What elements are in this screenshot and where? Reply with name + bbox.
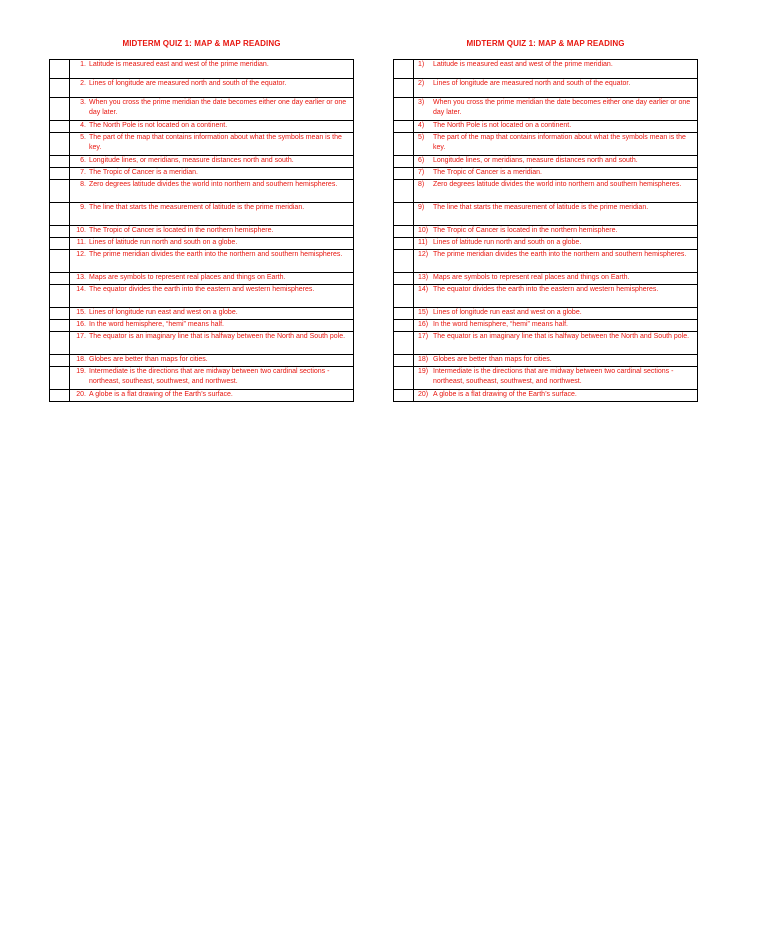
question-text: Lines of longitude run east and west on a globe. bbox=[89, 309, 238, 316]
question-row bbox=[394, 355, 698, 367]
answer-cell[interactable] bbox=[50, 238, 70, 250]
question-cell bbox=[414, 168, 698, 180]
question-number: 7. bbox=[80, 169, 86, 176]
question-row bbox=[50, 250, 354, 273]
question-cell bbox=[70, 226, 354, 238]
question-text: When you cross the prime meridian the date becomes either one day earlier or one day later. bbox=[433, 99, 691, 116]
question-row bbox=[50, 238, 354, 250]
question-row bbox=[394, 168, 698, 180]
question-cell bbox=[414, 320, 698, 332]
question-row bbox=[50, 367, 354, 390]
question-cell bbox=[414, 79, 698, 98]
question-cell bbox=[70, 390, 354, 402]
question-cell bbox=[414, 203, 698, 226]
answer-cell[interactable] bbox=[394, 273, 414, 285]
question-number: 11) bbox=[418, 239, 428, 246]
question-text: The prime meridian divides the earth into the northern and southern hemispheres. bbox=[433, 251, 687, 258]
question-number: 8. bbox=[80, 181, 86, 188]
question-row bbox=[394, 203, 698, 226]
question-cell bbox=[414, 355, 698, 367]
question-number: 7) bbox=[418, 169, 425, 176]
question-number: 3. bbox=[80, 99, 86, 106]
question-row bbox=[50, 98, 354, 121]
question-cell bbox=[414, 156, 698, 168]
answer-cell[interactable] bbox=[50, 332, 70, 355]
question-row bbox=[394, 390, 698, 402]
question-number: 18) bbox=[418, 356, 429, 363]
question-row bbox=[50, 285, 354, 308]
answer-cell[interactable] bbox=[394, 285, 414, 308]
question-text: The equator is an imaginary line that is halfway between the North and South pole. bbox=[89, 333, 346, 340]
question-row bbox=[394, 180, 698, 203]
question-number: 5. bbox=[80, 134, 86, 141]
question-number: 2. bbox=[80, 80, 86, 87]
question-cell bbox=[70, 203, 354, 226]
question-number: 10) bbox=[418, 227, 429, 234]
question-number: 10. bbox=[76, 227, 86, 234]
answer-cell[interactable] bbox=[50, 180, 70, 203]
quiz-right bbox=[393, 38, 698, 402]
question-number: 17. bbox=[76, 333, 86, 340]
answer-cell[interactable] bbox=[50, 308, 70, 320]
question-number: 8) bbox=[418, 181, 425, 188]
question-row bbox=[50, 121, 354, 133]
question-text: Maps are symbols to represent real places and things on Earth. bbox=[89, 274, 286, 281]
question-row bbox=[50, 156, 354, 168]
question-text: In the word hemisphere, “hemi” means half. bbox=[89, 321, 225, 328]
answer-cell[interactable] bbox=[50, 250, 70, 273]
question-text: The Tropic of Cancer is located in the northern hemisphere. bbox=[89, 227, 274, 234]
question-cell bbox=[70, 168, 354, 180]
question-number: 20. bbox=[76, 391, 86, 398]
question-row bbox=[394, 320, 698, 332]
answer-cell[interactable] bbox=[50, 203, 70, 226]
question-text: The North Pole is not located on a continent. bbox=[433, 122, 572, 129]
quiz-title: MIDTERM QUIZ 1: MAP & MAP READING bbox=[122, 39, 281, 48]
question-number: 6) bbox=[418, 157, 425, 164]
question-text: The prime meridian divides the earth into the northern and southern hemispheres. bbox=[89, 251, 343, 258]
question-number: 15. bbox=[76, 309, 86, 316]
question-cell bbox=[70, 98, 354, 121]
answer-cell[interactable] bbox=[50, 355, 70, 367]
question-text: Latitude is measured east and west of the prime meridian. bbox=[433, 61, 613, 68]
question-number: 18. bbox=[76, 356, 86, 363]
answer-cell[interactable] bbox=[50, 79, 70, 98]
answer-cell[interactable] bbox=[394, 355, 414, 367]
question-text: The equator divides the earth into the eastern and western hemispheres. bbox=[89, 286, 315, 293]
question-row bbox=[50, 320, 354, 332]
question-cell bbox=[414, 226, 698, 238]
question-cell bbox=[70, 156, 354, 168]
question-text: The line that starts the measurement of latitude is the prime meridian. bbox=[433, 204, 649, 211]
quiz-table bbox=[393, 59, 698, 402]
answer-cell[interactable] bbox=[50, 168, 70, 180]
question-row bbox=[50, 168, 354, 180]
question-text: Maps are symbols to represent real places and things on Earth. bbox=[433, 274, 630, 281]
question-text: The part of the map that contains information about what the symbols mean is the key. bbox=[433, 134, 686, 151]
question-row bbox=[394, 121, 698, 133]
question-text: Intermediate is the directions that are midway between two cardinal sections - northeast, southeast, southwest, and northwest. bbox=[433, 368, 674, 385]
question-row bbox=[50, 390, 354, 402]
question-row bbox=[50, 332, 354, 355]
answer-cell[interactable] bbox=[394, 180, 414, 203]
question-row bbox=[394, 133, 698, 156]
question-row bbox=[394, 250, 698, 273]
answer-cell[interactable] bbox=[394, 390, 414, 402]
question-number: 19. bbox=[76, 368, 86, 375]
answer-cell[interactable] bbox=[50, 60, 70, 79]
question-row bbox=[394, 273, 698, 285]
answer-cell[interactable] bbox=[394, 60, 414, 79]
question-cell bbox=[70, 367, 354, 390]
question-row bbox=[50, 203, 354, 226]
question-row bbox=[394, 98, 698, 121]
question-number: 14. bbox=[76, 286, 86, 293]
question-number: 4) bbox=[418, 122, 425, 129]
question-number: 3) bbox=[418, 99, 425, 106]
answer-cell[interactable] bbox=[394, 156, 414, 168]
question-cell bbox=[70, 79, 354, 98]
question-row bbox=[50, 355, 354, 367]
question-cell bbox=[70, 121, 354, 133]
question-number: 9. bbox=[80, 204, 86, 211]
question-row bbox=[50, 308, 354, 320]
question-text: A globe is a flat drawing of the Earth’s surface. bbox=[433, 391, 577, 398]
answer-cell[interactable] bbox=[50, 121, 70, 133]
question-text: The Tropic of Cancer is a meridian. bbox=[89, 169, 198, 176]
quiz-table bbox=[49, 59, 354, 402]
question-cell bbox=[70, 355, 354, 367]
question-cell bbox=[414, 238, 698, 250]
question-text: Lines of longitude are measured north and south of the equator. bbox=[89, 80, 287, 87]
question-text: Lines of longitude run east and west on a globe. bbox=[433, 309, 582, 316]
question-row bbox=[50, 60, 354, 79]
question-row bbox=[50, 79, 354, 98]
question-text: In the word hemisphere, “hemi” means half. bbox=[433, 321, 569, 328]
quiz-title: MIDTERM QUIZ 1: MAP & MAP READING bbox=[466, 39, 625, 48]
question-number: 16. bbox=[76, 321, 86, 328]
answer-cell[interactable] bbox=[394, 203, 414, 226]
question-text: Zero degrees latitude divides the world into northern and southern hemispheres. bbox=[433, 181, 682, 188]
answer-cell[interactable] bbox=[394, 98, 414, 121]
question-cell bbox=[70, 308, 354, 320]
question-cell bbox=[414, 273, 698, 285]
question-number: 11. bbox=[76, 239, 86, 246]
question-cell bbox=[414, 250, 698, 273]
question-cell bbox=[70, 250, 354, 273]
question-text: The line that starts the measurement of latitude is the prime meridian. bbox=[89, 204, 305, 211]
answer-cell[interactable] bbox=[50, 156, 70, 168]
question-cell bbox=[414, 121, 698, 133]
answer-cell[interactable] bbox=[50, 285, 70, 308]
question-row bbox=[50, 226, 354, 238]
question-number: 9) bbox=[418, 204, 425, 211]
question-row bbox=[394, 332, 698, 355]
question-cell bbox=[70, 320, 354, 332]
answer-cell[interactable] bbox=[394, 121, 414, 133]
question-number: 14) bbox=[418, 286, 429, 293]
question-cell bbox=[70, 133, 354, 156]
question-text: The equator is an imaginary line that is halfway between the North and South pole. bbox=[433, 333, 690, 340]
question-row bbox=[394, 226, 698, 238]
answer-cell[interactable] bbox=[394, 133, 414, 156]
question-row bbox=[394, 367, 698, 390]
answer-cell[interactable] bbox=[50, 226, 70, 238]
question-row bbox=[394, 60, 698, 79]
question-text: Lines of latitude run north and south on a globe. bbox=[89, 239, 238, 246]
question-row bbox=[394, 238, 698, 250]
question-cell bbox=[414, 98, 698, 121]
quiz-body bbox=[394, 60, 698, 402]
question-text: Lines of latitude run north and south on a globe. bbox=[433, 239, 582, 246]
question-number: 12) bbox=[418, 251, 429, 258]
answer-cell[interactable] bbox=[394, 332, 414, 355]
question-cell bbox=[70, 60, 354, 79]
question-text: The part of the map that contains information about what the symbols mean is the key. bbox=[89, 134, 342, 151]
question-number: 2) bbox=[418, 80, 425, 87]
question-number: 5) bbox=[418, 134, 425, 141]
question-number: 13. bbox=[76, 274, 86, 281]
answer-cell[interactable] bbox=[394, 168, 414, 180]
question-cell bbox=[70, 332, 354, 355]
question-cell bbox=[70, 238, 354, 250]
answer-cell[interactable] bbox=[394, 308, 414, 320]
question-row bbox=[394, 79, 698, 98]
question-cell bbox=[414, 180, 698, 203]
question-text: Longitude lines, or meridians, measure distances north and south. bbox=[433, 157, 638, 164]
question-cell bbox=[70, 180, 354, 203]
question-text: The equator divides the earth into the eastern and western hemispheres. bbox=[433, 286, 659, 293]
question-row bbox=[50, 273, 354, 285]
question-text: Globes are better than maps for cities. bbox=[89, 356, 208, 363]
question-number: 20) bbox=[418, 391, 429, 398]
answer-cell[interactable] bbox=[50, 320, 70, 332]
question-cell bbox=[414, 60, 698, 79]
question-cell bbox=[414, 390, 698, 402]
question-number: 4. bbox=[80, 122, 86, 129]
question-text: The North Pole is not located on a continent. bbox=[89, 122, 228, 129]
question-text: Globes are better than maps for cities. bbox=[433, 356, 552, 363]
answer-cell[interactable] bbox=[394, 79, 414, 98]
quiz-left bbox=[49, 38, 354, 402]
question-cell bbox=[414, 285, 698, 308]
question-number: 15) bbox=[418, 309, 429, 316]
answer-cell[interactable] bbox=[50, 390, 70, 402]
answer-cell[interactable] bbox=[394, 320, 414, 332]
answer-cell[interactable] bbox=[394, 238, 414, 250]
question-cell bbox=[414, 367, 698, 390]
question-row bbox=[50, 133, 354, 156]
question-number: 1) bbox=[418, 61, 425, 68]
question-cell bbox=[70, 273, 354, 285]
answer-cell[interactable] bbox=[50, 273, 70, 285]
question-number: 12. bbox=[76, 251, 86, 258]
question-row bbox=[50, 180, 354, 203]
question-text: Zero degrees latitude divides the world into northern and southern hemispheres. bbox=[89, 181, 338, 188]
answer-cell[interactable] bbox=[394, 367, 414, 390]
quiz-body bbox=[50, 60, 354, 402]
question-row bbox=[394, 285, 698, 308]
question-number: 17) bbox=[418, 333, 429, 340]
answer-cell[interactable] bbox=[394, 226, 414, 238]
question-text: The Tropic of Cancer is located in the northern hemisphere. bbox=[433, 227, 618, 234]
question-text: Lines of longitude are measured north and south of the equator. bbox=[433, 80, 631, 87]
question-text: The Tropic of Cancer is a meridian. bbox=[433, 169, 542, 176]
question-row bbox=[394, 308, 698, 320]
question-cell bbox=[414, 332, 698, 355]
question-cell bbox=[414, 308, 698, 320]
question-text: Longitude lines, or meridians, measure distances north and south. bbox=[89, 157, 294, 164]
answer-cell[interactable] bbox=[50, 98, 70, 121]
question-cell bbox=[414, 133, 698, 156]
question-number: 16) bbox=[418, 321, 429, 328]
question-text: When you cross the prime meridian the date becomes either one day earlier or one day later. bbox=[89, 99, 347, 116]
question-cell bbox=[70, 285, 354, 308]
answer-cell[interactable] bbox=[50, 367, 70, 390]
question-text: A globe is a flat drawing of the Earth’s surface. bbox=[89, 391, 233, 398]
question-number: 13) bbox=[418, 274, 429, 281]
question-row bbox=[394, 156, 698, 168]
question-number: 19) bbox=[418, 368, 429, 375]
question-text: Latitude is measured east and west of the prime meridian. bbox=[89, 61, 269, 68]
question-number: 6. bbox=[80, 157, 86, 164]
answer-cell[interactable] bbox=[394, 250, 414, 273]
question-number: 1. bbox=[80, 61, 86, 68]
answer-cell[interactable] bbox=[50, 133, 70, 156]
question-text: Intermediate is the directions that are midway between two cardinal sections - northeast, southeast, southwest, and northwest. bbox=[89, 368, 330, 385]
